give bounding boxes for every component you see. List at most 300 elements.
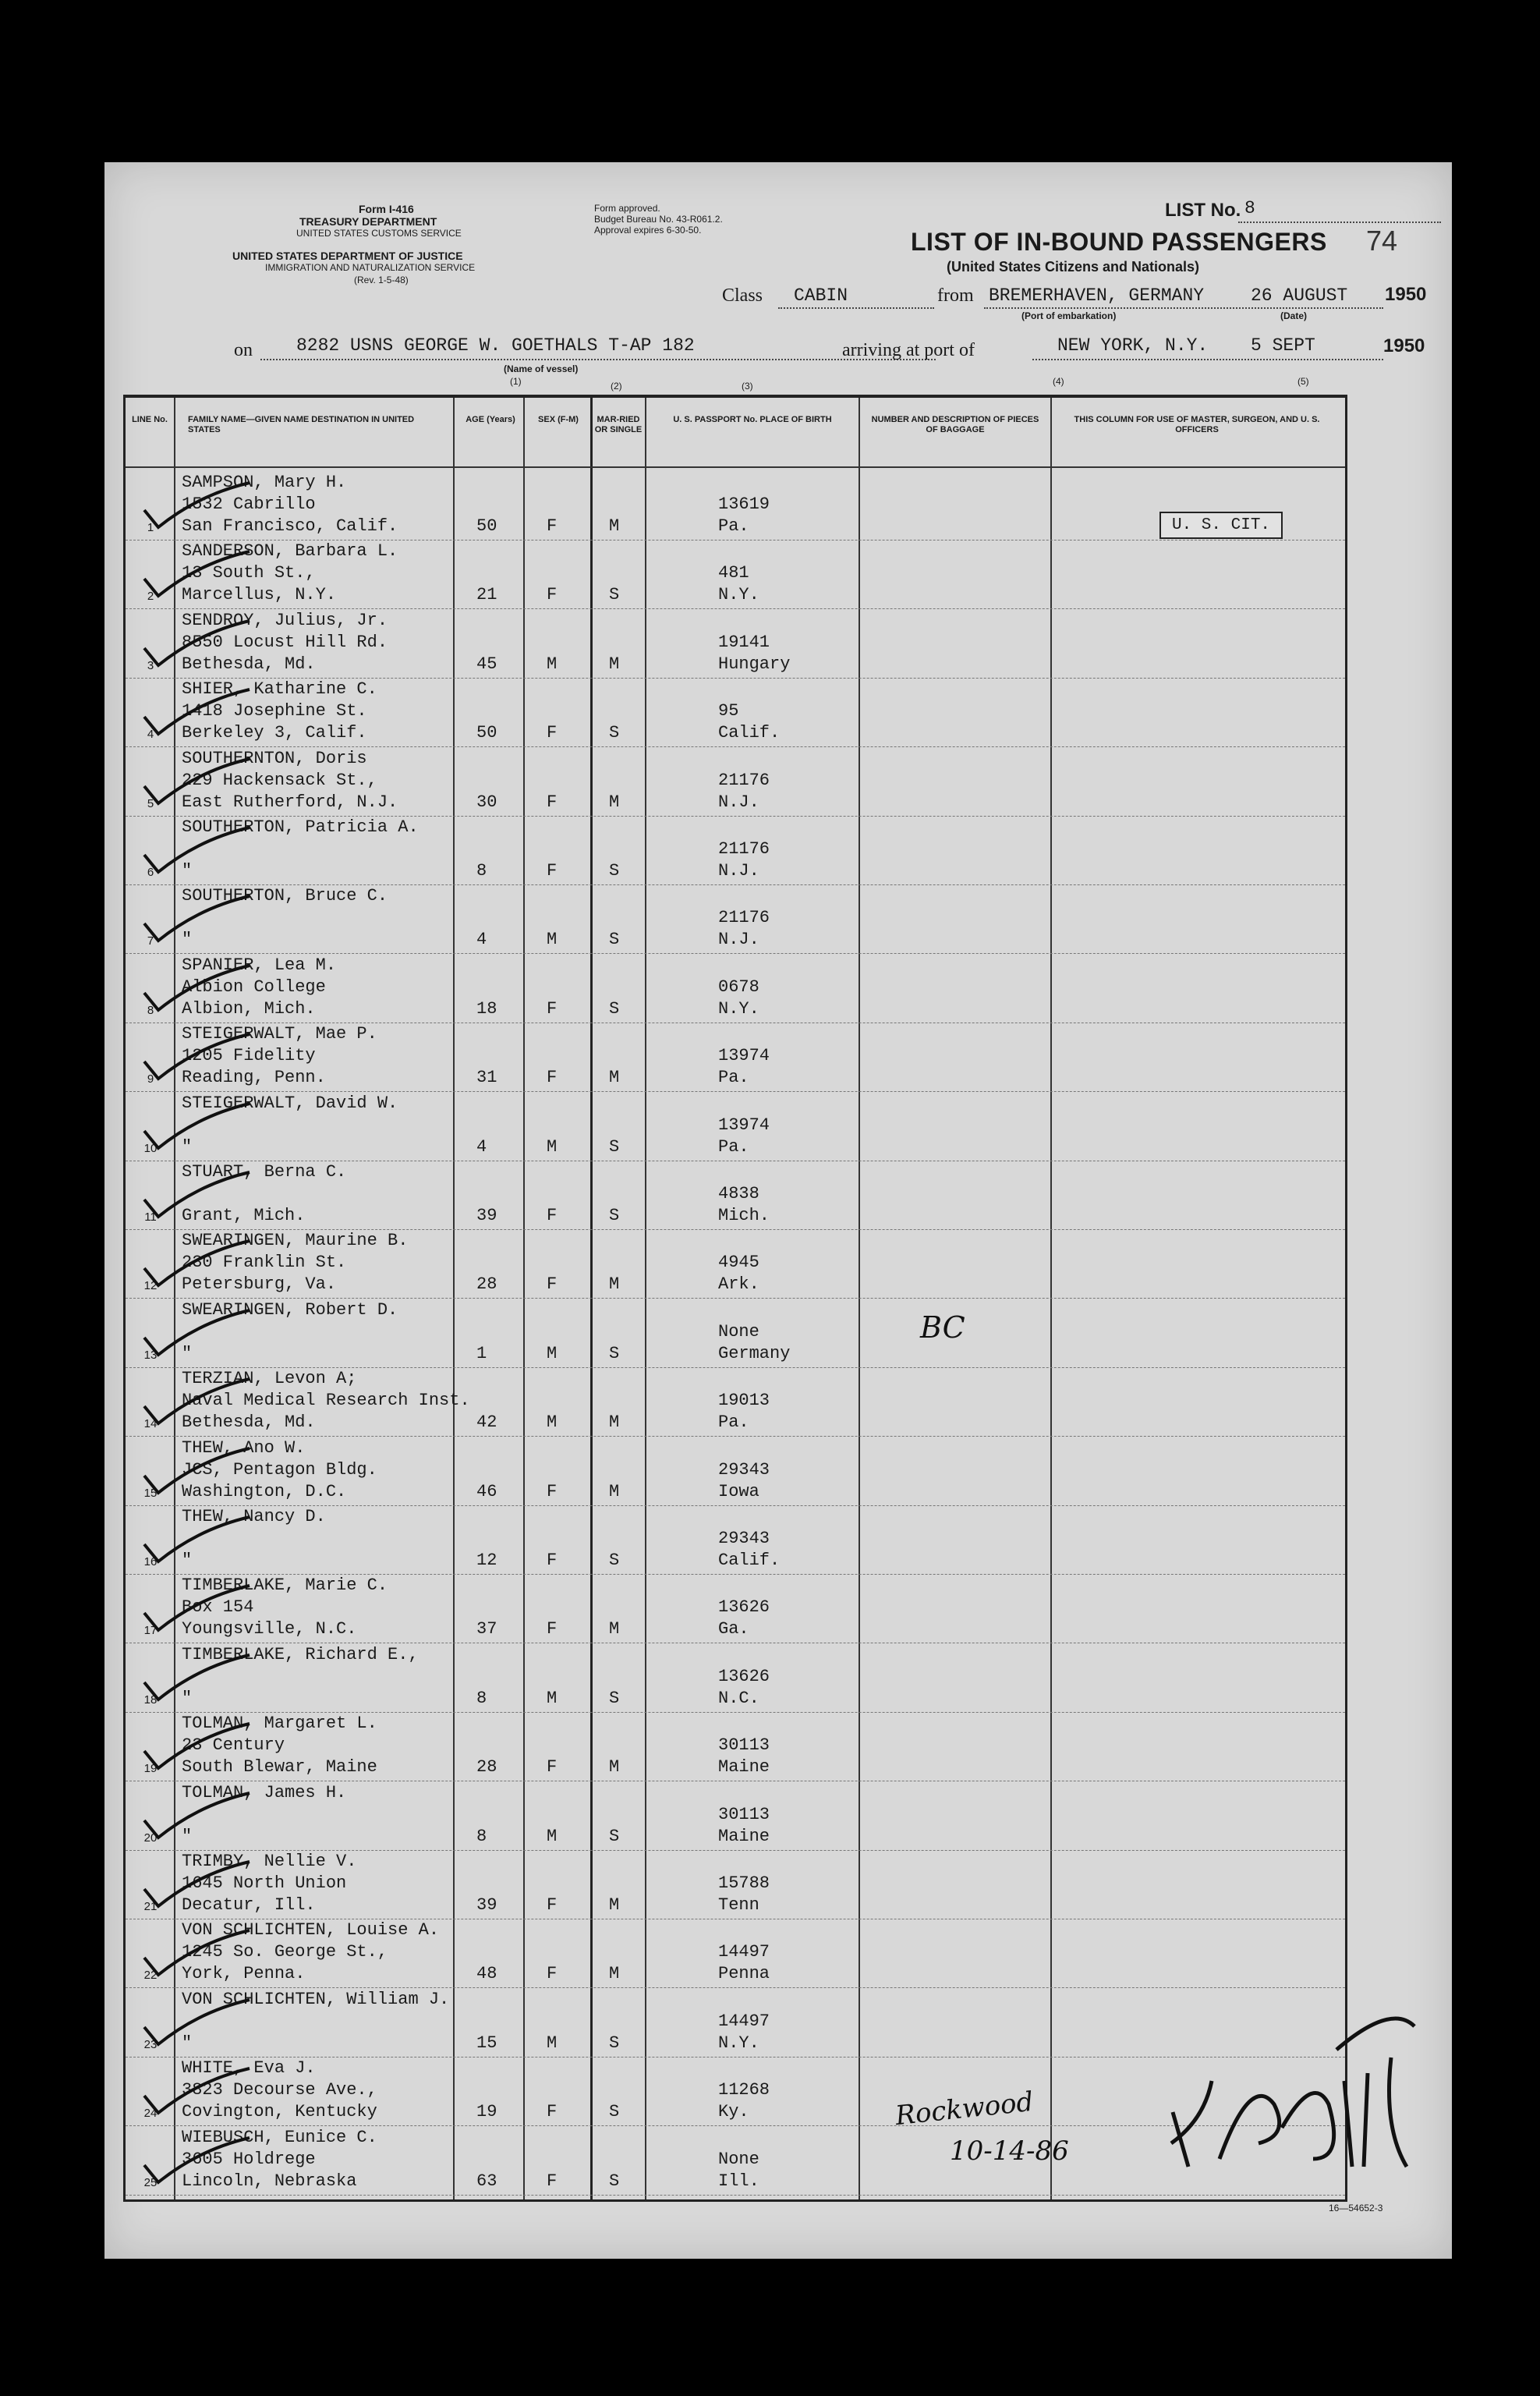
approval-expiry: Approval expires 6-30-50. (594, 225, 702, 236)
passenger-address: 230 Franklin St. (182, 1253, 347, 1273)
passenger-destination: South Blewar, Maine (182, 1757, 377, 1778)
col-4-number: (4) (1053, 376, 1064, 387)
line-number: 20 (143, 1831, 158, 1845)
line-number: 17 (143, 1624, 158, 1638)
on-label: on (234, 340, 253, 360)
passenger-name: STUART, Berna C. (182, 1162, 347, 1182)
place-of-birth: Germany (718, 1343, 791, 1363)
passenger-sex: F (547, 723, 558, 743)
budget-bureau: Budget Bureau No. 43-R061.2. (594, 214, 723, 225)
embarkation-year: 1950 (1385, 284, 1427, 305)
line-number: 22 (143, 1969, 158, 1983)
line-number: 13 (143, 1348, 158, 1362)
passenger-marital-status: S (609, 1551, 620, 1570)
check-mark-icon (136, 1996, 253, 2050)
line-number: 18 (143, 1692, 158, 1707)
passport-number: 15788 (718, 1873, 770, 1893)
passenger-age: 15 (476, 2033, 497, 2053)
passenger-address: 1245 So. George St., (182, 1942, 388, 1962)
place-of-birth: Tenn (718, 1895, 759, 1915)
passport-number: 481 (718, 563, 749, 583)
line-number: 24 (143, 2107, 158, 2121)
place-of-birth: Calif. (718, 723, 781, 743)
passenger-marital-status: S (609, 1688, 620, 1708)
passenger-name: TIMBERLAKE, Marie C. (182, 1575, 388, 1596)
passenger-name: WHITE, Eva J. (182, 2058, 316, 2079)
col-5-number: (5) (1297, 376, 1309, 387)
passenger-name: STEIGERWALT, Mae P. (182, 1024, 377, 1044)
passenger-age: 42 (476, 1412, 497, 1433)
passenger-age: 28 (476, 1757, 497, 1778)
passenger-age: 4 (476, 930, 487, 950)
place-of-birth: Calif. (718, 1551, 781, 1570)
passenger-sex: M (547, 1343, 558, 1363)
passport-number: 30113 (718, 1735, 770, 1756)
passenger-sex: F (547, 792, 558, 812)
row-divider (126, 678, 1345, 679)
inspector-signature (1157, 1956, 1438, 2190)
check-mark-icon (136, 548, 253, 602)
passenger-address: Albion College (182, 976, 326, 997)
passport-number: 13619 (718, 494, 770, 514)
manifest-sheet (104, 162, 1452, 2259)
form-approved: Form approved. (594, 203, 660, 214)
line-number: 4 (147, 728, 154, 742)
passenger-marital-status: M (609, 1274, 620, 1295)
vessel-name: 8282 USNS GEORGE W. GOETHALS T-AP 182 (296, 335, 695, 356)
line-number: 14 (143, 1417, 158, 1431)
class-label: Class (722, 285, 763, 306)
check-mark-icon (136, 1513, 253, 1568)
row-divider (126, 1712, 1345, 1713)
check-mark-icon (136, 2065, 253, 2119)
passenger-destination: " (182, 861, 193, 881)
place-of-birth: Pa. (718, 1136, 749, 1157)
passport-number: 14497 (718, 1942, 770, 1962)
passenger-address: Naval Medical Research Inst. (182, 1391, 470, 1411)
passenger-address: 23 Century (182, 1735, 285, 1756)
class-value: CABIN (794, 285, 848, 306)
passport-number: 30113 (718, 1804, 770, 1824)
place-of-birth: Pa. (718, 516, 749, 536)
revision: (Rev. 1-5-48) (354, 275, 409, 285)
passenger-sex: M (547, 1826, 558, 1846)
passenger-table (123, 381, 1347, 2202)
passenger-name: SWEARINGEN, Maurine B. (182, 1231, 409, 1251)
header-line-no: LINE No. (132, 415, 168, 424)
handwritten-note-name: Rockwood (894, 2086, 1036, 2132)
passenger-marital-status: S (609, 930, 620, 950)
passport-number: 13626 (718, 1666, 770, 1686)
passport-number: 13974 (718, 1115, 770, 1135)
passenger-name: SENDROY, Julius, Jr. (182, 610, 388, 630)
col-1-number: (1) (510, 376, 522, 387)
line-number: 16 (143, 1555, 158, 1568)
passenger-destination: Berkeley 3, Calif. (182, 723, 367, 743)
passenger-address: 13 South St., (182, 563, 316, 583)
passenger-age: 30 (476, 792, 497, 812)
list-number: 8 (1244, 198, 1255, 218)
passenger-destination: " (182, 1136, 193, 1157)
passport-number: 0678 (718, 976, 759, 997)
passenger-age: 39 (476, 1895, 497, 1915)
check-mark-icon (136, 1582, 253, 1636)
from-label: from (937, 285, 974, 306)
line-number: 12 (143, 1279, 158, 1293)
arrival-year: 1950 (1383, 335, 1425, 356)
passenger-destination: Petersburg, Va. (182, 1274, 337, 1295)
header-sex: SEX (F-M) (538, 415, 579, 424)
passenger-marital-status: S (609, 2102, 620, 2122)
passenger-marital-status: M (609, 1757, 620, 1778)
passport-number: 13626 (718, 1597, 770, 1618)
passport-number: 11268 (718, 2080, 770, 2100)
check-mark-icon (136, 892, 253, 950)
arriving-label: arriving at port of (842, 340, 975, 360)
passenger-address: Box 154 (182, 1597, 254, 1618)
passport-number: 19141 (718, 632, 770, 652)
passenger-sex: F (547, 2171, 558, 2191)
header-baggage: NUMBER AND DESCRIPTION OF PIECES OF BAGGAGE (871, 415, 1039, 434)
passport-number: 4945 (718, 1253, 759, 1273)
place-of-birth: N.Y. (718, 585, 759, 605)
check-mark-icon (136, 1858, 253, 1912)
passenger-sex: F (547, 2102, 558, 2122)
passenger-destination: Lincoln, Nebraska (182, 2171, 357, 2191)
passport-number: 14497 (718, 2011, 770, 2031)
check-mark-icon (136, 1926, 253, 1981)
passenger-name: SWEARINGEN, Robert D. (182, 1299, 398, 1320)
place-of-birth: N.Y. (718, 998, 759, 1019)
passenger-age: 1 (476, 1343, 487, 1363)
place-of-birth: Pa. (718, 1068, 749, 1088)
place-of-birth: Ark. (718, 1274, 759, 1295)
passport-number: 21176 (718, 908, 770, 928)
passenger-marital-status: M (609, 654, 620, 674)
passenger-marital-status: S (609, 585, 620, 605)
place-of-birth: Maine (718, 1826, 770, 1846)
passenger-name: TOLMAN, James H. (182, 1782, 347, 1802)
passenger-sex: F (547, 1481, 558, 1501)
place-of-birth: N.J. (718, 861, 759, 881)
line-number: 3 (147, 658, 154, 672)
passenger-name: SANDERSON, Barbara L. (182, 541, 398, 562)
line-number: 2 (147, 590, 154, 604)
place-of-birth: Mich. (718, 1206, 770, 1225)
check-mark-icon (136, 1720, 253, 1774)
passenger-age: 18 (476, 998, 497, 1019)
check-mark-icon (136, 617, 253, 672)
row-divider (126, 1229, 1345, 1230)
passenger-address: 3823 Decourse Ave., (182, 2080, 377, 2100)
passenger-destination: Washington, D.C. (182, 1481, 347, 1501)
passenger-age: 12 (476, 1551, 497, 1570)
place-of-birth: Maine (718, 1757, 770, 1778)
passenger-address: 229 Hackensack St., (182, 770, 377, 790)
passenger-age: 8 (476, 1688, 487, 1708)
passenger-destination: " (182, 1826, 193, 1846)
row-divider (126, 884, 1345, 885)
passenger-destination: Albion, Mich. (182, 998, 316, 1019)
passenger-sex: M (547, 654, 558, 674)
passenger-sex: F (547, 1757, 558, 1778)
check-mark-icon (136, 1651, 253, 1706)
passenger-sex: F (547, 1895, 558, 1915)
passenger-marital-status: M (609, 516, 620, 536)
row-divider (126, 608, 1345, 609)
passenger-name: SOUTHERTON, Bruce C. (182, 886, 388, 906)
line-number: 10 (143, 1141, 158, 1155)
arrival-date: 5 SEPT (1251, 335, 1315, 356)
passenger-marital-status: S (609, 1826, 620, 1846)
line-number: 19 (143, 1762, 158, 1776)
check-mark-icon (136, 686, 253, 740)
line-number: 8 (147, 1003, 154, 1017)
check-mark-icon (136, 962, 253, 1016)
page-subtitle: (United States Citizens and Nationals) (947, 259, 1200, 275)
row-divider (126, 953, 1345, 954)
passenger-age: 28 (476, 1274, 497, 1295)
passport-number: 4838 (718, 1184, 759, 1203)
passenger-marital-status: S (609, 861, 620, 881)
passenger-address: 1532 Cabrillo (182, 494, 316, 514)
check-mark-icon (136, 2134, 253, 2189)
row-divider (126, 1505, 1345, 1506)
row-divider (126, 540, 1345, 541)
passenger-age: 50 (476, 723, 497, 743)
passenger-name: THEW, Ano W. (182, 1437, 306, 1458)
header-married: MAR-RIED OR SINGLE (594, 415, 643, 434)
date-caption: (Date) (1280, 310, 1308, 321)
footer-code: 16—54652-3 (1329, 2203, 1383, 2213)
passenger-marital-status: M (609, 1619, 620, 1639)
passenger-sex: M (547, 2033, 558, 2053)
passenger-age: 50 (476, 516, 497, 536)
passenger-sex: F (547, 861, 558, 881)
passenger-sex: F (547, 1964, 558, 1984)
header-passport: U. S. PASSPORT No. PLACE OF BIRTH (673, 415, 832, 424)
passport-number: 95 (718, 701, 739, 721)
passenger-age: 8 (476, 861, 487, 881)
col-2-number: (2) (611, 381, 622, 392)
justice-dept: UNITED STATES DEPARTMENT OF JUSTICE (232, 250, 463, 262)
passenger-name: WIEBUSCH, Eunice C. (182, 2127, 377, 2147)
passenger-destination: Grant, Mich. (182, 1206, 306, 1225)
place-of-birth: Pa. (718, 1412, 749, 1433)
place-of-birth: Iowa (718, 1481, 759, 1501)
page-number: 74 (1366, 225, 1398, 257)
passenger-address: 3605 Holdrege (182, 2149, 316, 2169)
passenger-name: SOUTHERTON, Patricia A. (182, 817, 419, 837)
passenger-name: SPANIER, Lea M. (182, 955, 337, 975)
passenger-marital-status: M (609, 1481, 620, 1501)
row-divider (126, 2195, 1345, 2196)
passport-number: 19013 (718, 1391, 770, 1411)
check-mark-icon (136, 1306, 253, 1361)
embarkation-port: BREMERHAVEN, GERMANY (989, 285, 1205, 306)
passenger-destination: Decatur, Ill. (182, 1895, 316, 1915)
passport-number: 29343 (718, 1529, 770, 1548)
passenger-marital-status: M (609, 1964, 620, 1984)
check-mark-icon (136, 1100, 253, 1154)
passenger-name: VON SCHLICHTEN, Louise A. (182, 1920, 440, 1941)
passenger-destination: Bethesda, Md. (182, 1412, 316, 1433)
passenger-destination: York, Penna. (182, 1964, 306, 1984)
passenger-destination: Covington, Kentucky (182, 2102, 377, 2122)
passenger-destination: East Rutherford, N.J. (182, 792, 398, 812)
passenger-address: 1645 North Union (182, 1873, 347, 1893)
port-caption: (Port of embarkation) (1021, 310, 1117, 321)
place-of-birth: Ga. (718, 1619, 749, 1639)
passenger-marital-status: S (609, 1206, 620, 1225)
passenger-age: 8 (476, 1826, 487, 1846)
passenger-destination: " (182, 930, 193, 950)
passenger-age: 19 (476, 2102, 497, 2122)
place-of-birth: Hungary (718, 654, 791, 674)
check-mark-icon (136, 1375, 253, 1430)
check-mark-icon (136, 1444, 253, 1499)
check-mark-icon (136, 755, 253, 810)
place-of-birth: Penna (718, 1964, 770, 1984)
passenger-name: SHIER, Katharine C. (182, 679, 377, 700)
us-citizen-stamp: U. S. CIT. (1159, 512, 1283, 539)
check-mark-icon (136, 824, 253, 878)
line-number: 6 (147, 866, 154, 879)
passenger-age: 39 (476, 1206, 497, 1225)
passenger-sex: M (547, 930, 558, 950)
passenger-sex: F (547, 1619, 558, 1639)
passenger-sex: F (547, 998, 558, 1019)
treasury-dept: TREASURY DEPARTMENT (299, 215, 437, 228)
passenger-marital-status: S (609, 998, 620, 1019)
passenger-marital-status: M (609, 1895, 620, 1915)
passenger-age: 21 (476, 585, 497, 605)
passenger-destination: Reading, Penn. (182, 1068, 326, 1088)
passenger-age: 45 (476, 654, 497, 674)
row-divider (126, 1367, 1345, 1368)
customs-service: UNITED STATES CUSTOMS SERVICE (296, 228, 462, 239)
line-number: 25 (143, 2175, 158, 2189)
passport-number: 21176 (718, 839, 770, 859)
col-3-number: (3) (742, 381, 753, 392)
ins-service: IMMIGRATION AND NATURALIZATION SERVICE (265, 262, 476, 273)
check-mark-icon (136, 1168, 253, 1223)
line-number: 5 (147, 796, 154, 810)
passenger-address: 1418 Josephine St. (182, 701, 367, 721)
check-mark-icon (136, 479, 253, 533)
row-divider (126, 1091, 1345, 1092)
passenger-destination: " (182, 1551, 193, 1570)
list-number-label: LIST No. (1165, 200, 1241, 221)
handwritten-bc: BC (920, 1310, 965, 1345)
passport-number: 21176 (718, 770, 770, 790)
passenger-sex: F (547, 585, 558, 605)
check-mark-icon (136, 1789, 253, 1844)
passenger-destination: " (182, 1343, 193, 1363)
row-divider (126, 1298, 1345, 1299)
passenger-destination: San Francisco, Calif. (182, 516, 398, 536)
passenger-sex: M (547, 1412, 558, 1433)
passenger-marital-status: S (609, 2033, 620, 2053)
line-number: 23 (143, 2037, 158, 2051)
passport-number: 13974 (718, 1046, 770, 1066)
passenger-destination: " (182, 2033, 193, 2053)
passenger-marital-status: S (609, 2171, 620, 2191)
passenger-name: TOLMAN, Margaret L. (182, 1714, 377, 1734)
row-divider (126, 1574, 1345, 1575)
place-of-birth: N.C. (718, 1688, 759, 1708)
row-divider (126, 816, 1345, 817)
passenger-sex: M (547, 1136, 558, 1157)
passenger-name: TRIMBY, Nellie V. (182, 1852, 357, 1871)
row-divider (126, 1850, 1345, 1851)
line-number: 15 (143, 1486, 158, 1500)
place-of-birth: N.Y. (718, 2033, 759, 2053)
passenger-marital-status: M (609, 1068, 620, 1088)
row-divider (126, 746, 1345, 747)
header-officers: THIS COLUMN FOR USE OF MASTER, SURGEON, AND U. S. OFFICERS (1074, 415, 1320, 434)
check-mark-icon (136, 1030, 253, 1085)
arrival-port: NEW YORK, N.Y. (1057, 335, 1209, 356)
passenger-sex: F (547, 1068, 558, 1088)
passenger-marital-status: M (609, 792, 620, 812)
passport-number: 29343 (718, 1459, 770, 1480)
header-age: AGE (Years) (466, 415, 515, 424)
passenger-marital-status: S (609, 1136, 620, 1157)
passenger-marital-status: S (609, 723, 620, 743)
passport-number: None (718, 2149, 759, 2169)
passenger-sex: F (547, 1274, 558, 1295)
passenger-age: 46 (476, 1481, 497, 1501)
passenger-name: SAMPSON, Mary H. (182, 473, 347, 492)
passenger-name: TIMBERLAKE, Richard E., (182, 1644, 419, 1664)
vessel-caption: (Name of vessel) (504, 363, 579, 374)
row-divider (126, 1436, 1345, 1437)
passenger-age: 48 (476, 1964, 497, 1984)
passenger-name: TERZIAN, Levon A; (182, 1369, 357, 1389)
page-title: LIST OF IN-BOUND PASSENGERS (911, 228, 1327, 256)
passenger-destination: Bethesda, Md. (182, 654, 316, 674)
passenger-sex: F (547, 1551, 558, 1570)
line-number: 21 (143, 1900, 158, 1913)
handwritten-note-date: 10-14-86 (950, 2135, 1069, 2167)
line-number: 7 (147, 934, 154, 948)
passenger-address: 1205 Fidelity (182, 1046, 316, 1066)
passenger-sex: F (547, 516, 558, 536)
embarkation-date: 26 AUGUST (1251, 285, 1348, 306)
passenger-name: VON SCHLICHTEN, William J. (182, 1989, 450, 2009)
passenger-marital-status: S (609, 1343, 620, 1363)
passenger-destination: " (182, 1688, 193, 1708)
passenger-name: THEW, Nancy D. (182, 1507, 326, 1526)
line-number: 11 (144, 1210, 157, 1224)
passenger-sex: F (547, 1206, 558, 1225)
place-of-birth: Ill. (718, 2171, 759, 2191)
passenger-marital-status: M (609, 1412, 620, 1433)
passenger-name: SOUTHERNTON, Doris (182, 748, 367, 768)
passenger-sex: M (547, 1688, 558, 1708)
passenger-address: JCS, Pentagon Bldg. (182, 1459, 377, 1480)
check-mark-icon (136, 1237, 253, 1292)
passenger-address: 8550 Locust Hill Rd. (182, 632, 388, 652)
place-of-birth: N.J. (718, 930, 759, 950)
line-number: 9 (147, 1072, 154, 1086)
passport-number: None (718, 1321, 759, 1342)
passenger-age: 63 (476, 2171, 497, 2191)
passenger-age: 37 (476, 1619, 497, 1639)
passenger-destination: Marcellus, N.Y. (182, 585, 337, 605)
header-name: FAMILY NAME—GIVEN NAME DESTINATION IN UNITED STATES (188, 415, 415, 434)
